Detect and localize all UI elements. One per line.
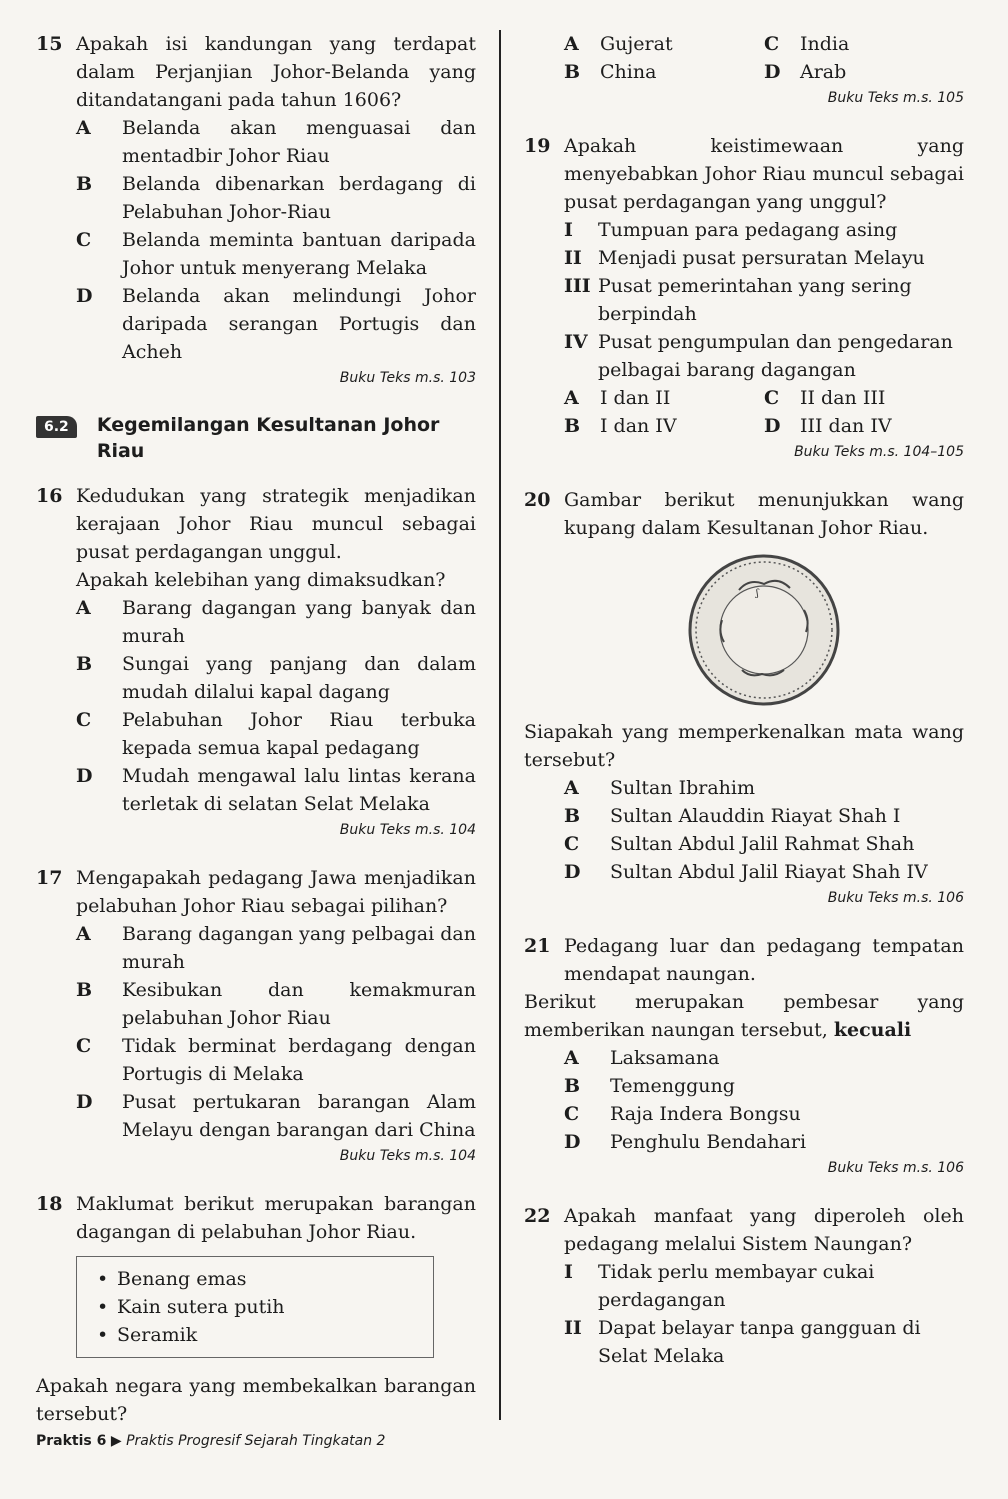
option-text: Barang dagangan yang banyak dan murah bbox=[122, 597, 476, 647]
option-d[interactable] bbox=[564, 858, 964, 886]
option-letter: A bbox=[564, 33, 579, 55]
question-text: Apakah isi kandungan yang terdapat dalam Perjanjian Johor-Belanda yang ditandatangani pada tahun 1606? bbox=[76, 33, 476, 111]
option-b[interactable] bbox=[76, 170, 476, 226]
option-text: Tidak berminat berdagang dengan Portugis di Melaka bbox=[122, 1035, 476, 1085]
textbook-reference: Buku Teks m.s. 104 bbox=[339, 822, 476, 838]
option-d[interactable] bbox=[764, 58, 964, 86]
option-text: Temenggung bbox=[610, 1075, 735, 1097]
question-text: Apakah manfaat yang diperoleh oleh pedagang melalui Sistem Naungan? bbox=[564, 1205, 964, 1255]
textbook-reference: Buku Teks m.s. 103 bbox=[339, 370, 476, 386]
statement: I Tumpuan para pedagang asing bbox=[564, 219, 898, 241]
option-text: Barang dagangan yang pelbagai dan murah bbox=[122, 923, 476, 973]
option-d[interactable] bbox=[76, 282, 476, 366]
option-c[interactable] bbox=[76, 1032, 476, 1088]
textbook-reference: Buku Teks m.s. 106 bbox=[827, 890, 964, 906]
textbook-reference: Buku Teks m.s. 104–105 bbox=[794, 444, 964, 460]
option-letter: A bbox=[564, 1047, 579, 1069]
option-letter: C bbox=[764, 33, 780, 55]
question-18-options bbox=[524, 30, 964, 110]
option-d[interactable] bbox=[76, 1088, 476, 1144]
info-item: • Kain sutera putih bbox=[95, 1293, 415, 1321]
question-number: 19 bbox=[524, 135, 551, 157]
statement: III Pusat pemerintahan yang sering berpindah bbox=[564, 275, 912, 325]
option-letter: C bbox=[764, 387, 780, 409]
option-a[interactable] bbox=[76, 114, 476, 170]
option-letter: A bbox=[76, 597, 91, 619]
option-text: Sultan Alauddin Riayat Shah I bbox=[610, 805, 901, 827]
option-letter: B bbox=[564, 415, 581, 437]
option-text: Kesibukan dan kemakmuran pelabuhan Johor Riau bbox=[122, 979, 476, 1029]
statement: II Menjadi pusat persuratan Melayu bbox=[564, 247, 925, 269]
statement: IV Pusat pengumpulan dan pengedaran pelbagai barang dagangan bbox=[564, 331, 953, 381]
option-b[interactable] bbox=[76, 650, 476, 706]
left-column bbox=[36, 30, 476, 1450]
question-number: 22 bbox=[524, 1205, 551, 1227]
right-column bbox=[524, 30, 964, 1392]
question-text: Maklumat berikut merupakan barangan dagangan di pelabuhan Johor Riau. bbox=[76, 1193, 476, 1243]
option-text: Sultan Abdul Jalil Rahmat Shah bbox=[610, 833, 915, 855]
info-item: • Benang emas bbox=[95, 1265, 415, 1293]
question-number: 17 bbox=[36, 867, 63, 889]
question-text: Gambar berikut menunjukkan wang kupang dalam Kesultanan Johor Riau. bbox=[564, 489, 964, 539]
option-d[interactable] bbox=[564, 1128, 964, 1156]
option-letter: A bbox=[564, 387, 579, 409]
option-c[interactable] bbox=[564, 1100, 964, 1128]
option-b[interactable] bbox=[76, 976, 476, 1032]
option-a[interactable] bbox=[564, 1044, 964, 1072]
arrow-icon: ▶ bbox=[110, 1433, 122, 1449]
option-c[interactable] bbox=[564, 830, 964, 858]
question-number: 18 bbox=[36, 1193, 63, 1215]
column-divider bbox=[499, 30, 501, 1420]
question-text: Apakah keistimewaan yang menyebabkan Johor Riau muncul sebagai pusat perdagangan yang unggul? bbox=[564, 135, 964, 213]
option-text: I dan IV bbox=[600, 415, 677, 437]
textbook-reference: Buku Teks m.s. 104 bbox=[339, 1148, 476, 1164]
question-text: Pedagang luar dan pedagang tempatan mendapat naungan. bbox=[564, 935, 964, 985]
question-subtext: Apakah kelebihan yang dimaksudkan? bbox=[76, 569, 446, 591]
textbook-reference: Buku Teks m.s. 105 bbox=[827, 90, 964, 106]
option-text: Pelabuhan Johor Riau terbuka kepada semua kapal pedagang bbox=[122, 709, 476, 759]
option-letter: B bbox=[564, 61, 581, 83]
option-text: Belanda akan menguasai dan mentadbir Johor Riau bbox=[122, 117, 476, 167]
page-footer bbox=[36, 1433, 385, 1449]
option-text: Mudah mengawal lalu lintas kerana terletak di selatan Selat Melaka bbox=[122, 765, 476, 815]
statement: I Tidak perlu membayar cukai perdagangan bbox=[564, 1261, 875, 1311]
option-a[interactable] bbox=[76, 594, 476, 650]
question-20 bbox=[524, 486, 964, 910]
section-heading bbox=[36, 412, 476, 464]
option-text: Sungai yang panjang dan dalam mudah dilalui kapal dagang bbox=[122, 653, 476, 703]
option-letter: D bbox=[76, 285, 93, 307]
option-letter: B bbox=[564, 1075, 581, 1097]
option-a[interactable] bbox=[564, 384, 764, 412]
option-letter: B bbox=[76, 979, 93, 1001]
option-letter: D bbox=[764, 415, 781, 437]
option-text: Sultan Abdul Jalil Riayat Shah IV bbox=[610, 861, 928, 883]
option-letter: B bbox=[564, 805, 581, 827]
question-number: 21 bbox=[524, 935, 551, 957]
option-a[interactable] bbox=[564, 30, 764, 58]
question-18 bbox=[36, 1190, 476, 1428]
option-letter: D bbox=[76, 765, 93, 787]
option-text: Belanda akan melindungi Johor daripada serangan Portugis dan Acheh bbox=[122, 285, 476, 363]
option-text: Belanda dibenarkan berdagang di Pelabuhan Johor-Riau bbox=[122, 173, 476, 223]
coin-image bbox=[564, 550, 964, 710]
option-text: Pusat pertukaran barangan Alam Melayu dengan barangan dari China bbox=[122, 1091, 476, 1141]
question-number: 16 bbox=[36, 485, 63, 507]
option-letter: C bbox=[76, 709, 92, 731]
question-text: Kedudukan yang strategik menjadikan kerajaan Johor Riau muncul sebagai pusat perdagangan unggul. bbox=[76, 485, 476, 563]
option-letter: C bbox=[76, 229, 92, 251]
option-a[interactable] bbox=[564, 774, 964, 802]
option-text: Sultan Ibrahim bbox=[610, 777, 755, 799]
option-letter: B bbox=[76, 653, 93, 675]
kupang-coin-icon bbox=[684, 550, 844, 710]
option-text: Raja Indera Bongsu bbox=[610, 1103, 801, 1125]
option-b[interactable] bbox=[564, 1072, 964, 1100]
question-subtext: Apakah negara yang membekalkan barangan tersebut? bbox=[36, 1375, 476, 1425]
option-c[interactable] bbox=[76, 706, 476, 762]
option-letter: C bbox=[76, 1035, 92, 1057]
option-b[interactable] bbox=[564, 802, 964, 830]
svg-text:ʃ: ʃ bbox=[756, 588, 759, 599]
option-c[interactable] bbox=[76, 226, 476, 282]
question-subtext: Berikut merupakan pembesar yang memberikan naungan tersebut, bbox=[524, 991, 964, 1041]
section-title-line1: Kegemilangan Kesultanan Johor bbox=[96, 414, 440, 436]
option-letter: D bbox=[564, 1131, 581, 1153]
question-19 bbox=[524, 132, 964, 464]
question-21 bbox=[524, 932, 964, 1180]
question-22 bbox=[524, 1202, 964, 1370]
section-badge: 6.2 bbox=[36, 416, 77, 438]
option-letter: A bbox=[76, 923, 91, 945]
footer-title: Praktis Progresif Sejarah Tingkatan 2 bbox=[126, 1433, 386, 1449]
option-text: Penghulu Bendahari bbox=[610, 1131, 807, 1153]
option-a[interactable] bbox=[76, 920, 476, 976]
footer-label: Praktis 6 bbox=[36, 1433, 107, 1449]
question-number: 15 bbox=[36, 33, 63, 55]
option-letter: B bbox=[76, 173, 93, 195]
option-letter: D bbox=[764, 61, 781, 83]
info-box bbox=[76, 1256, 434, 1358]
question-16 bbox=[36, 482, 476, 842]
option-c[interactable] bbox=[764, 30, 964, 58]
option-text: Arab bbox=[800, 61, 847, 83]
option-text: Laksamana bbox=[610, 1047, 720, 1069]
question-subtext: Siapakah yang memperkenalkan mata wang tersebut? bbox=[524, 721, 964, 771]
question-emphasis: kecuali bbox=[833, 1019, 912, 1041]
option-text: China bbox=[600, 61, 657, 83]
question-text: Mengapakah pedagang Jawa menjadikan pelabuhan Johor Riau sebagai pilihan? bbox=[76, 867, 476, 917]
option-d[interactable] bbox=[76, 762, 476, 818]
option-text: I dan II bbox=[600, 387, 671, 409]
option-text: India bbox=[800, 33, 850, 55]
info-item: • Seramik bbox=[95, 1321, 415, 1349]
option-text: II dan III bbox=[800, 387, 886, 409]
option-letter: A bbox=[76, 117, 91, 139]
option-text: Gujerat bbox=[600, 33, 673, 55]
section-title-line2: Riau bbox=[96, 440, 145, 462]
option-letter: C bbox=[564, 1103, 580, 1125]
option-b[interactable] bbox=[564, 412, 764, 440]
option-letter: C bbox=[564, 833, 580, 855]
question-number: 20 bbox=[524, 489, 551, 511]
option-letter: D bbox=[76, 1091, 93, 1113]
option-c[interactable] bbox=[764, 384, 964, 412]
option-b[interactable] bbox=[564, 58, 764, 86]
question-17 bbox=[36, 864, 476, 1168]
option-text: Belanda meminta bantuan daripada Johor untuk menyerang Melaka bbox=[122, 229, 476, 279]
option-d[interactable] bbox=[764, 412, 964, 440]
textbook-reference: Buku Teks m.s. 106 bbox=[827, 1160, 964, 1176]
statement: II Dapat belayar tanpa gangguan di Selat Melaka bbox=[564, 1317, 921, 1367]
option-letter: D bbox=[564, 861, 581, 883]
option-letter: A bbox=[564, 777, 579, 799]
option-text: III dan IV bbox=[800, 415, 892, 437]
question-15 bbox=[36, 30, 476, 390]
